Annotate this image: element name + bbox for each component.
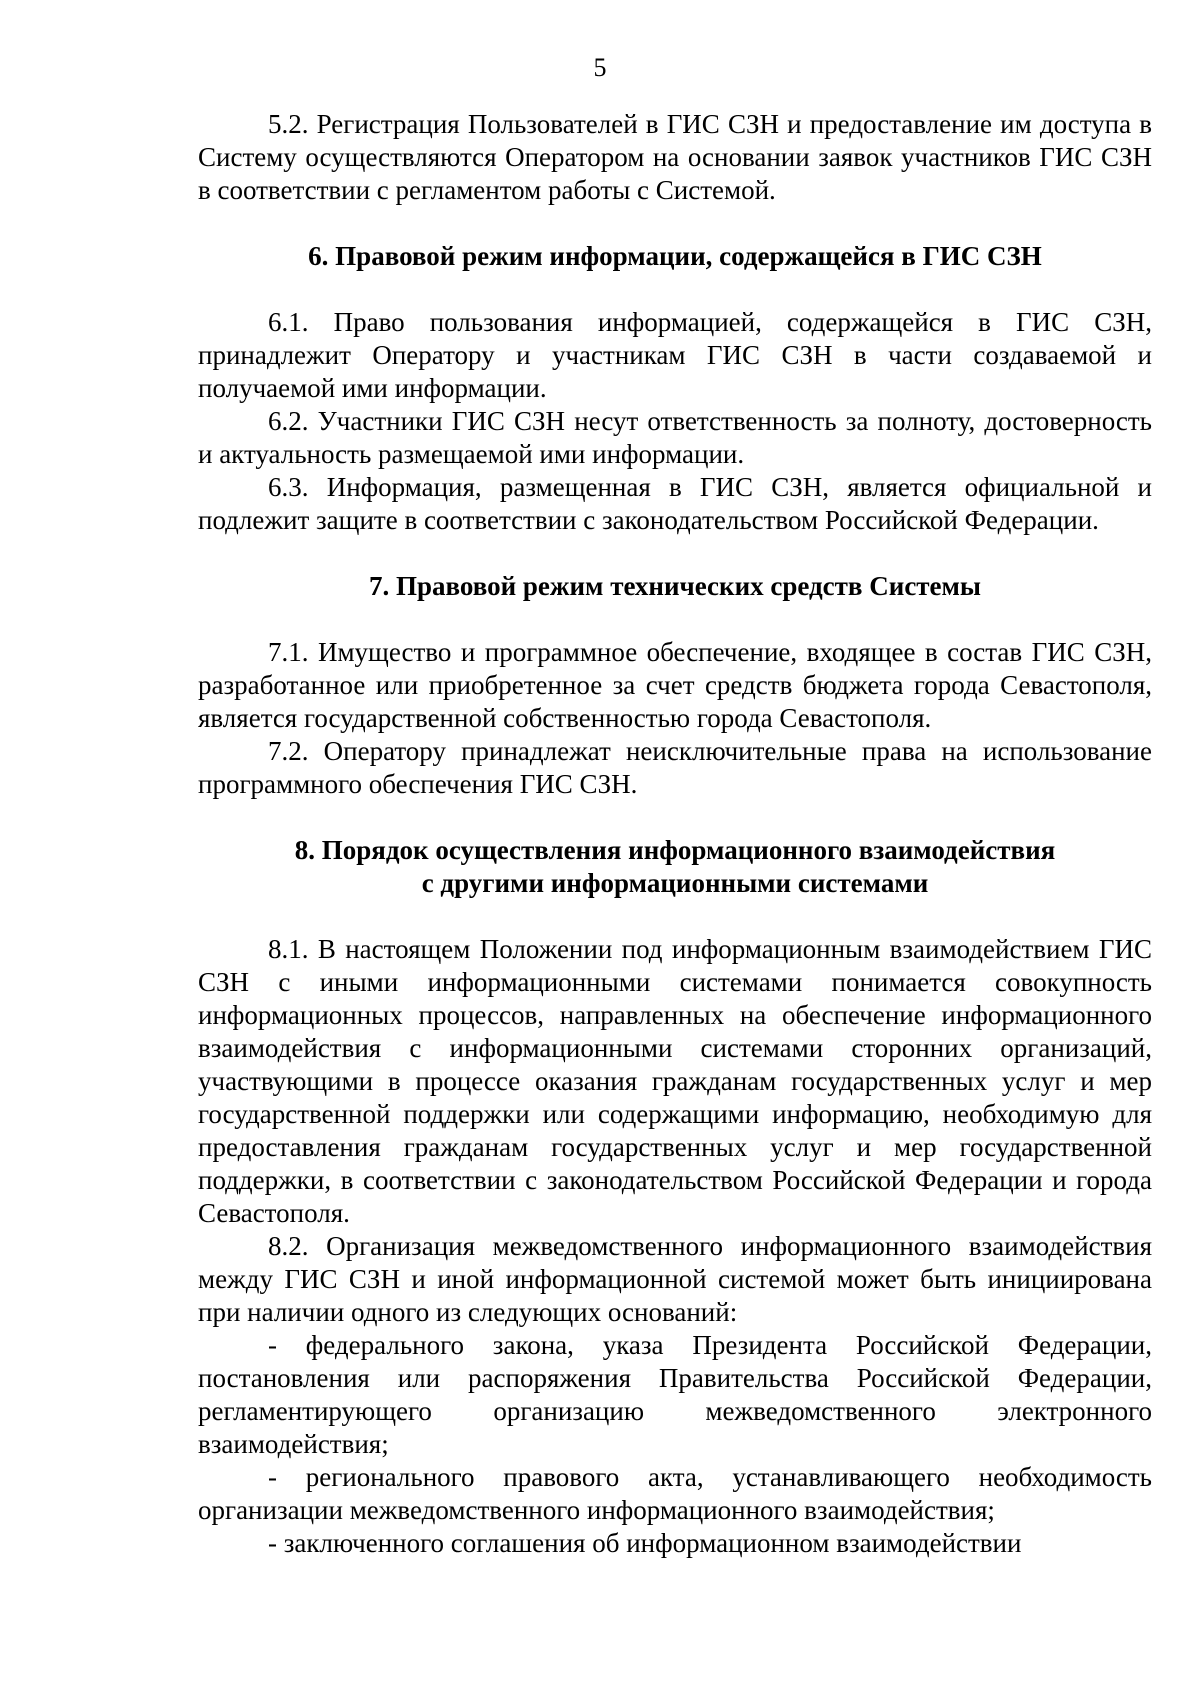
paragraph-6-3: 6.3. Информация, размещенная в ГИС СЗН, является официальной и подлежит защите в соответствии с законодательством Российской Федерации. <box>198 472 1152 535</box>
section-8-title-line1: 8. Порядок осуществления информационного взаимодействия <box>294 835 1056 865</box>
section-8-title <box>198 834 1152 900</box>
paragraph-7-1: 7.1. Имущество и программное обеспечение, входящее в состав ГИС СЗН, разработанное или приобретенное за счет средств бюджета города Севастополя, является государственной собственностью города Севастополя. <box>198 637 1152 733</box>
list-item-agreement: - заключенного соглашения об информационном взаимодействии <box>268 1528 1022 1558</box>
page-number: 5 <box>593 53 607 82</box>
list-item-regional-act: - регионального правового акта, устанавливающего необходимость организации межведомственного информационного взаимодействия; <box>198 1462 1152 1525</box>
section-6-title: 6. Правовой режим информации, содержащейся в ГИС СЗН <box>308 241 1042 271</box>
paragraph-6-2: 6.2. Участники ГИС СЗН несут ответственность за полноту, достоверность и актуальность размещаемой ими информации. <box>198 406 1152 469</box>
paragraph-7-2: 7.2. Оператору принадлежат неисключительные права на использование программного обеспечения ГИС СЗН. <box>198 736 1152 799</box>
document-body <box>198 108 1152 1560</box>
paragraph-5-2: 5.2. Регистрация Пользователей в ГИС СЗН и предоставление им доступа в Систему осуществляются Оператором на основании заявок участников ГИС СЗН в соответствии с регламентом работы с Системой. <box>198 109 1152 205</box>
section-7-title: 7. Правовой режим технических средств Системы <box>368 571 982 601</box>
paragraph-6-1: 6.1. Право пользования информацией, содержащейся в ГИС СЗН, принадлежит Оператору и участникам ГИС СЗН в части создаваемой и получаемой ими информации. <box>198 307 1152 403</box>
section-8-title-line2: с другими информационными системами <box>421 868 929 898</box>
paragraph-8-1: 8.1. В настоящем Положении под информационным взаимодействием ГИС СЗН с иными информационными системами понимается совокупность информационных процессов, направленных на обеспечение информационного взаимодействия с информационными системами сторонних организаций, участвующими в процессе оказания гражданам государственных услуг и мер государственной поддержки или содержащими информацию, необходимую для предоставления гражданам государственных услуг и мер государственной поддержки, в соответствии с законодательством Российской Федерации и города Севастополя. <box>198 934 1152 1228</box>
list-item-federal-law: - федерального закона, указа Президента Российской Федерации, постановления или распоряжения Правительства Российской Федерации, регламентирующего организацию межведомственного электронного взаимодействия; <box>198 1330 1152 1459</box>
paragraph-8-2: 8.2. Организация межведомственного информационного взаимодействия между ГИС СЗН и иной информационной системой может быть инициирована при наличии одного из следующих оснований: <box>198 1231 1152 1327</box>
